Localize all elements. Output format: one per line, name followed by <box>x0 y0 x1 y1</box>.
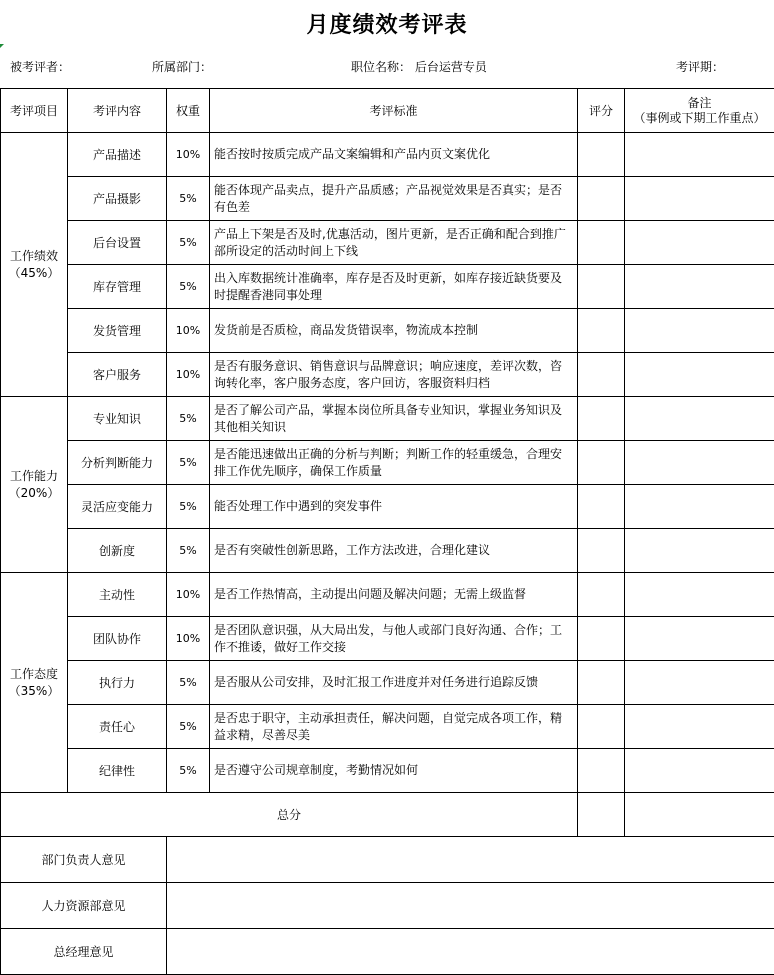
weight-cell: 5% <box>167 177 210 221</box>
period-label: 考评期： <box>676 58 724 75</box>
opinion-label-hr: 人力资源部意见 <box>1 883 167 929</box>
standard-cell: 是否忠于职守，主动承担责任，解决问题，自觉完成各项工作，精益求精，尽善尽美 <box>210 705 578 749</box>
content-cell: 主动性 <box>68 573 167 617</box>
standard-cell: 能否体现产品卖点，提升产品质感；产品视觉效果是否真实；是否有色差 <box>210 177 578 221</box>
department-label: 所属部门： <box>152 58 212 75</box>
header-remark-title: 备注 <box>629 96 770 111</box>
score-cell[interactable] <box>578 705 625 749</box>
content-cell: 产品描述 <box>68 133 167 177</box>
header-content: 考评内容 <box>68 89 167 133</box>
standard-cell: 是否能迅速做出正确的分析与判断；判断工作的轻重缓急，合理安排工作优先顺序，确保工作质量 <box>210 441 578 485</box>
weight-cell: 5% <box>167 441 210 485</box>
opinion-row <box>1 883 774 929</box>
evaluatee-label: 被考评者： <box>10 58 70 75</box>
opinion-input-gm[interactable] <box>167 929 774 975</box>
weight-cell: 5% <box>167 221 210 265</box>
content-cell: 创新度 <box>68 529 167 573</box>
weight-cell: 10% <box>167 133 210 177</box>
weight-cell: 5% <box>167 265 210 309</box>
score-cell[interactable] <box>578 265 625 309</box>
opinion-label-department: 部门负责人意见 <box>1 837 167 883</box>
table-row <box>1 265 774 309</box>
standard-cell: 是否有突破性创新思路，工作方法改进，合理化建议 <box>210 529 578 573</box>
weight-cell: 5% <box>167 749 210 793</box>
standard-cell: 是否有服务意识、销售意识与品牌意识；响应速度，差评次数，咨询转化率，客户服务态度，客户回访，客服资料归档 <box>210 353 578 397</box>
table-header-row <box>1 89 774 133</box>
total-remark-cell[interactable] <box>625 793 774 837</box>
weight-cell: 5% <box>167 529 210 573</box>
score-cell[interactable] <box>578 309 625 353</box>
content-cell: 灵活应变能力 <box>68 485 167 529</box>
content-cell: 后台设置 <box>68 221 167 265</box>
weight-cell: 10% <box>167 309 210 353</box>
weight-cell: 5% <box>167 661 210 705</box>
content-cell: 客户服务 <box>68 353 167 397</box>
weight-cell: 5% <box>167 485 210 529</box>
content-cell: 分析判断能力 <box>68 441 167 485</box>
opinion-input-department[interactable] <box>167 837 774 883</box>
table-row <box>1 705 774 749</box>
header-score: 评分 <box>578 89 625 133</box>
remark-cell[interactable] <box>625 573 774 617</box>
score-cell[interactable] <box>578 177 625 221</box>
weight-cell: 10% <box>167 617 210 661</box>
table-row <box>1 177 774 221</box>
total-label: 总分 <box>1 793 578 837</box>
remark-cell[interactable] <box>625 485 774 529</box>
category-weight: （35%） <box>5 683 63 700</box>
score-cell[interactable] <box>578 353 625 397</box>
opinion-row <box>1 929 774 975</box>
category-cell-attitude <box>1 573 68 793</box>
standard-cell: 能否按时按质完成产品文案编辑和产品内页文案优化 <box>210 133 578 177</box>
opinion-label-gm: 总经理意见 <box>1 929 167 975</box>
standard-cell: 产品上下架是否及时,优惠活动，图片更新，是否正确和配合到推广部所设定的活动时间上下线 <box>210 221 578 265</box>
table-row <box>1 573 774 617</box>
table-row <box>1 397 774 441</box>
weight-cell: 5% <box>167 397 210 441</box>
remark-cell[interactable] <box>625 221 774 265</box>
table-row <box>1 661 774 705</box>
remark-cell[interactable] <box>625 133 774 177</box>
weight-cell: 10% <box>167 353 210 397</box>
total-row <box>1 793 774 837</box>
score-cell[interactable] <box>578 617 625 661</box>
content-cell: 发货管理 <box>68 309 167 353</box>
opinion-row <box>1 837 774 883</box>
header-remark-subtitle: （事例或下期工作重点） <box>629 111 770 126</box>
header-weight: 权重 <box>167 89 210 133</box>
category-name: 工作能力 <box>5 468 63 485</box>
score-cell[interactable] <box>578 441 625 485</box>
remark-cell[interactable] <box>625 353 774 397</box>
category-weight: （20%） <box>5 485 63 502</box>
content-cell: 库存管理 <box>68 265 167 309</box>
standard-cell: 发货前是否质检，商品发货错误率，物流成本控制 <box>210 309 578 353</box>
opinion-input-hr[interactable] <box>167 883 774 929</box>
category-weight: （45%） <box>5 265 63 282</box>
content-cell: 责任心 <box>68 705 167 749</box>
header-remark <box>625 89 774 133</box>
cell-selection-marker <box>0 44 4 48</box>
remark-cell[interactable] <box>625 529 774 573</box>
table-row <box>1 309 774 353</box>
table-row <box>1 221 774 265</box>
score-cell[interactable] <box>578 221 625 265</box>
position-value: 后台运营专员 <box>415 60 487 74</box>
table-row <box>1 353 774 397</box>
table-row <box>1 441 774 485</box>
weight-cell: 10% <box>167 573 210 617</box>
score-cell[interactable] <box>578 397 625 441</box>
content-cell: 产品摄影 <box>68 177 167 221</box>
category-cell-performance <box>1 133 68 397</box>
position-label: 职位名称： <box>351 60 411 74</box>
content-cell: 纪律性 <box>68 749 167 793</box>
remark-cell[interactable] <box>625 661 774 705</box>
standard-cell: 出入库数据统计准确率，库存是否及时更新，如库存接近缺货要及时提醒香港同事处理 <box>210 265 578 309</box>
remark-cell[interactable] <box>625 309 774 353</box>
score-cell[interactable] <box>578 133 625 177</box>
remark-cell[interactable] <box>625 397 774 441</box>
standard-cell: 是否了解公司产品，掌握本岗位所具备专业知识，掌握业务知识及其他相关知识 <box>210 397 578 441</box>
content-cell: 执行力 <box>68 661 167 705</box>
table-row <box>1 133 774 177</box>
score-cell[interactable] <box>578 529 625 573</box>
category-name: 工作态度 <box>5 666 63 683</box>
remark-cell[interactable] <box>625 177 774 221</box>
header-standard: 考评标准 <box>210 89 578 133</box>
category-name: 工作绩效 <box>5 248 63 265</box>
content-cell: 专业知识 <box>68 397 167 441</box>
standard-cell: 是否团队意识强，从大局出发，与他人或部门良好沟通、合作；工作不推诿，做好工作交接 <box>210 617 578 661</box>
standard-cell: 是否服从公司安排，及时汇报工作进度并对任务进行追踪反馈 <box>210 661 578 705</box>
opinion-table <box>0 836 774 975</box>
standard-cell: 能否处理工作中遇到的突发事件 <box>210 485 578 529</box>
table-row <box>1 485 774 529</box>
score-cell[interactable] <box>578 573 625 617</box>
table-row <box>1 617 774 661</box>
remark-cell[interactable] <box>625 705 774 749</box>
remark-cell[interactable] <box>625 749 774 793</box>
score-cell[interactable] <box>578 485 625 529</box>
remark-cell[interactable] <box>625 265 774 309</box>
header-item: 考评项目 <box>1 89 68 133</box>
table-row <box>1 749 774 793</box>
score-cell[interactable] <box>578 749 625 793</box>
standard-cell: 是否工作热情高，主动提出问题及解决问题；无需上级监督 <box>210 573 578 617</box>
standard-cell: 是否遵守公司规章制度，考勤情况如何 <box>210 749 578 793</box>
page-title: 月度绩效考评表 <box>0 0 774 46</box>
remark-cell[interactable] <box>625 441 774 485</box>
score-cell[interactable] <box>578 661 625 705</box>
remark-cell[interactable] <box>625 617 774 661</box>
position-field <box>351 58 487 75</box>
category-cell-ability <box>1 397 68 573</box>
content-cell: 团队协作 <box>68 617 167 661</box>
total-score-cell[interactable] <box>578 793 625 837</box>
table-row <box>1 529 774 573</box>
weight-cell: 5% <box>167 705 210 749</box>
evaluation-table <box>0 88 774 837</box>
